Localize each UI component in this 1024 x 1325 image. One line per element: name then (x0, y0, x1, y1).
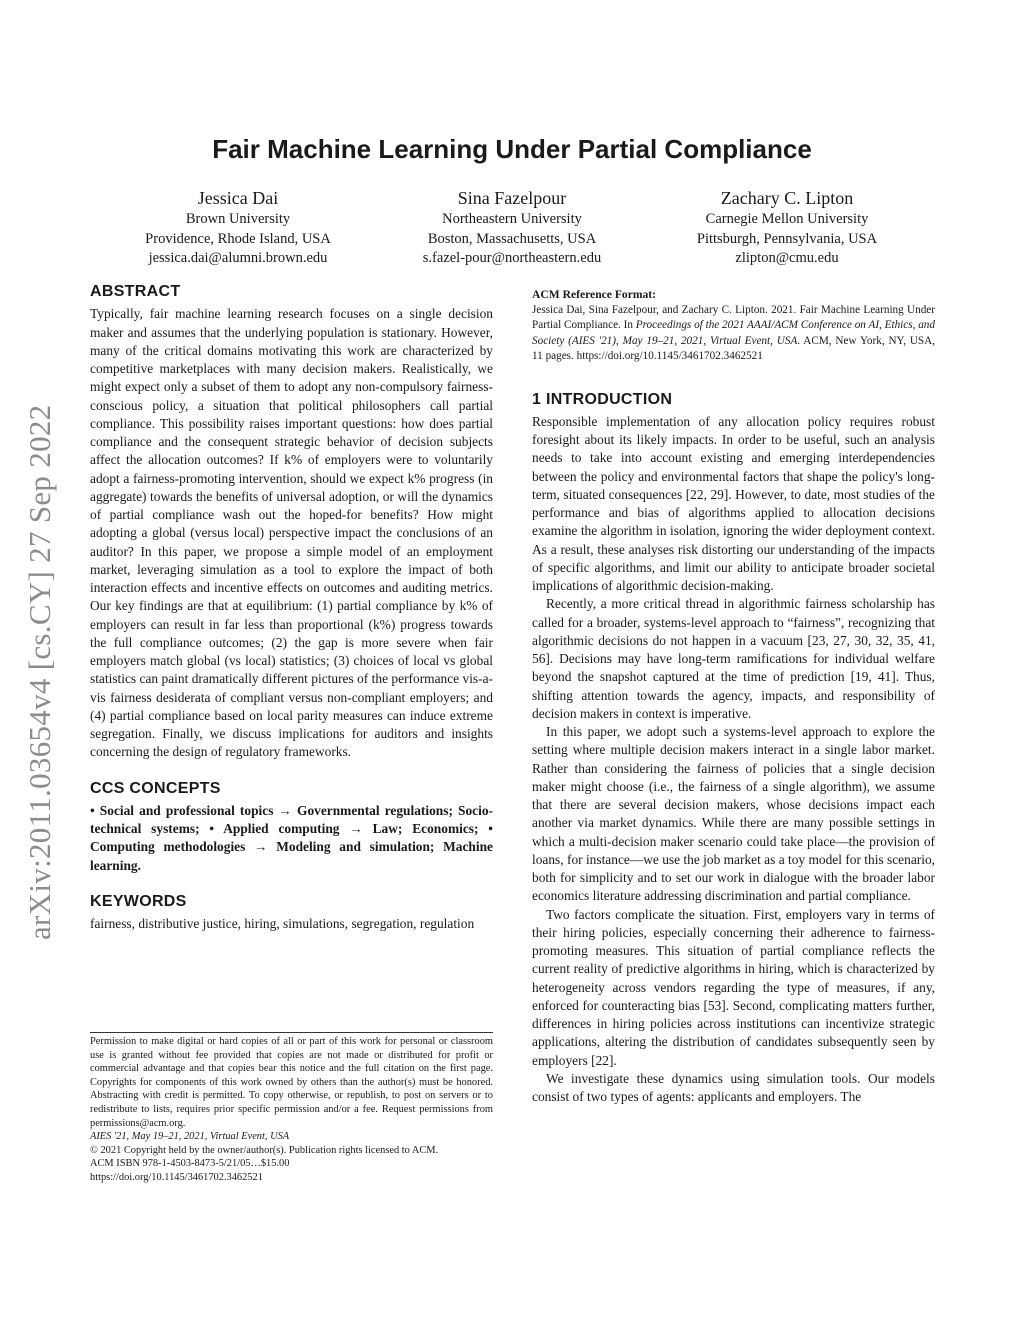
ccs-heading: CCS CONCEPTS (90, 779, 221, 797)
copyright: © 2021 Copyright held by the owner/author(s). Publication rights licensed to ACM. (90, 1144, 439, 1156)
author-location: Pittsburgh, Pennsylvania, USA (696, 230, 878, 247)
author-email[interactable]: s.fazel-pour@northeastern.edu (422, 250, 602, 266)
footnote (90, 1032, 493, 1185)
author-location: Boston, Massachusetts, USA (427, 230, 597, 247)
abstract-heading: ABSTRACT (90, 283, 181, 300)
author-block (362, 186, 662, 269)
paper-title: Fair Machine Learning Under Partial Compliance (212, 134, 812, 164)
acm-reference (532, 287, 935, 365)
right-column (532, 287, 935, 1106)
introduction-heading: 1 INTRODUCTION (532, 390, 673, 408)
author-name: Sina Fazelpour (457, 188, 567, 208)
acm-reference-heading: ACM Reference Format: (532, 288, 657, 301)
intro-paragraph: Two factors complicate the situation. First, employers vary in terms of their hiring policies, especially concerning their adherence to fairness-promoting measures. This situation of partial compliance reflects the current reality of predictive algorithms in hiring, which is characterized by heterogeneity across vendors regarding the type of measures, if any, enforced for counteracting bias [53]. Second, complicating matters further, differences in hiring policies across institutions can incentivize strategic applications, altering the distribution of candidates subsequently seen by employers [22]. (532, 906, 935, 1068)
ccs-text: • Social and professional topics → Governmental regulations; Socio-technical systems; • Applied computing → Law; Economics; • Computing methodologies → Modeling and simulation; Machine learning. (90, 802, 493, 873)
author-block (637, 186, 937, 269)
intro-paragraph: Recently, a more critical thread in algorithmic fairness scholarship has called for a broader, systems-level approach to “fairness”, recognizing that algorithmic decisions do not happen in a vacuum [23, 27, 30, 32, 35, 41, 56]. Decisions may have long-term ramifications for individual welfare beyond the snapshot captured at the time of prediction [19, 41]. Thus, shifting attention towards the agency, impacts, and responsibility of decision makers in context is imperative. (532, 596, 935, 721)
isbn: ACM ISBN 978-1-4503-8473-5/21/05…$15.00 (90, 1158, 290, 1170)
acm-reference-publisher: . ACM, New York, NY, USA, 11 pages. https://doi.org/10.1145/3461702.3462521 (532, 334, 935, 362)
author-name: Jessica Dai (197, 188, 279, 208)
venue: AIES '21, May 19–21, 2021, Virtual Event, USA (90, 1131, 290, 1143)
author-location: Providence, Rhode Island, USA (145, 230, 331, 247)
keywords-text: fairness, distributive justice, hiring, simulations, segregation, regulation (90, 916, 475, 931)
author-affiliation: Carnegie Mellon University (705, 211, 869, 227)
author-email[interactable]: jessica.dai@alumni.brown.edu (148, 250, 328, 266)
abstract-text: Typically, fair machine learning research focuses on a single decision maker and assumes that the underlying population is stationary. However, many of the critical domains motivating this work are characterized by competitive marketplaces with many decision makers. Realistically, we might expect only a subset of them to adopt any non-compulsory fairness-conscious policy, a situation that political philosophers call partial compliance. This possibility raises important questions: how does partial compliance and the consequent strategic behavior of decision subjects affect the allocation outcomes? If k% of employers were to voluntarily adopt a fairness-promoting intervention, should we expect k% progress (in aggregate) towards the benefits of universal adoption, or will the dynamics of partial compliance wash out the hoped-for benefits? How might adopting a global (versus local) perspective impact the conclusions of an auditor? In this paper, we propose a simple model of an employment market, leveraging simulation as a tool to explore the impact of both interaction effects and incentive effects on outcomes and auditing metrics. Our key findings are that at equilibrium: (1) partial compliance by k% of employers can result in far less than proportional (k%) progress towards the full compliance outcomes; (2) the gap is more severe when fair employers match global (vs local) statistics; (3) choices of local vs global statistics can paint dramatically different pictures of the performance vis-a-vis fairness desiderata of compliant versus non-compliant employers; and (4) partial compliance based on local parity measures can induce extreme segregation. Finally, we discuss implications for auditors and insights concerning the design of regulatory frameworks. (90, 306, 493, 760)
author-name: Zachary C. Lipton (720, 188, 854, 208)
acm-reference-text: Jessica Dai, Sina Fazelpour, and Zachary C. Lipton. 2021. Fair Machine Learning Under Partial Compliance. In (532, 303, 935, 331)
acm-reference-proceedings: Proceedings of the 2021 AAAI/ACM Conference on AI, Ethics, and Society (AIES '21), May 19–21, 2021, Virtual Event, USA (532, 319, 935, 347)
author-affiliation: Northeastern University (442, 211, 582, 227)
arxiv-stamp: arXiv:2011.03654v4 [cs.CY] 27 Sep 2022 (22, 404, 57, 940)
author-block (88, 186, 388, 269)
intro-paragraph: We investigate these dynamics using simulation tools. Our models consist of two types of agents: applicants and employers. The (532, 1070, 935, 1104)
left-column (90, 283, 493, 933)
permission-notice: Permission to make digital or hard copies of all or part of this work for personal or classroom use is granted without fee provided that copies are not made or distributed for profit or commercial advantage and that copies bear this notice and the full citation on the first page. Copyrights for components of this work owned by others than the author(s) must be honored. Abstracting with credit is permitted. To copy otherwise, or republish, to post on servers or to redistribute to lists, requires prior specific permission and/or a fee. Request permissions from permissions@acm.org. (90, 1036, 493, 1129)
keywords-heading: KEYWORDS (90, 892, 187, 910)
author-affiliation: Brown University (185, 211, 291, 227)
doi-link[interactable]: https://doi.org/10.1145/3461702.3462521 (90, 1171, 263, 1183)
intro-paragraph: In this paper, we adopt such a systems-level approach to explore the setting where multiple decision makers interact in a single labor market. Rather than considering the fairness of policies that a single decision maker might choose (i.e., the fairness of a single algorithm), we assume that there are several decision makers, whose decisions impact each another via market dynamics. While there are many possible settings in which a multi-decision maker scenario could take place—the provision of loans, for instance—we use the job market as a toy model for this scenario, both for simplicity and to set our work in dialogue with the broader labor economics literature addressing discrimination and partial compliance. (532, 724, 935, 904)
footnote-rule (90, 1032, 493, 1033)
intro-paragraph: Responsible implementation of any allocation policy requires robust foresight about its likely impacts. In order to be useful, such an analysis needs to take into account existing and emerging interdependencies between the policy and environmental factors that shape the policy's long-term, situated consequences [22, 29]. However, to date, most studies of the performance and bias of algorithms applied to allocation decisions examine the algorithm in isolation, ignoring the wider deployment context. As a result, these analyses risk distorting our understanding of the impacts of specific algorithms, and limit our ability to anticipate broader societal implications of algorithmic decision-making. (532, 413, 935, 593)
author-email[interactable]: zlipton@cmu.edu (735, 250, 839, 266)
